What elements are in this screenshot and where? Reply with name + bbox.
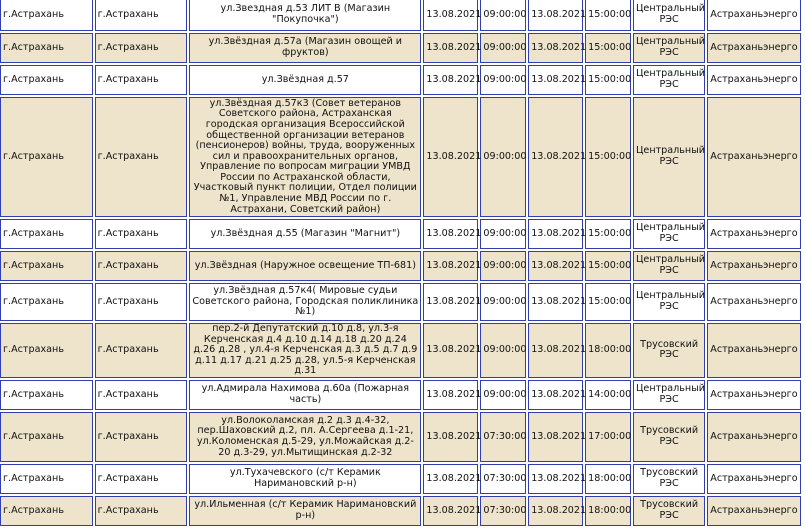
time-end-cell: 15:00:00 — [585, 97, 631, 217]
time-start-cell: 09:00:00 — [480, 283, 526, 321]
city-cell: г.Астрахань — [0, 412, 93, 462]
district-cell: г.Астрахань — [95, 33, 188, 63]
time-start-cell: 09:00:00 — [480, 0, 526, 31]
city-cell: г.Астрахань — [0, 0, 93, 31]
time-end-cell: 15:00:00 — [585, 65, 631, 95]
address-cell: ул.Звёздная (Наружное освещение ТП-681) — [189, 251, 421, 281]
address-cell: ул.Звёздная д.57к3 (Совет ветеранов Советского района, Астраханская городская организация Всероссийской общественной организации ветеранов (пенсионеров) войны, труда, вооруженных сил и правоохранительных органов, Управление по вопросам миграции УМВД России по Астраханской области, Участковый пункт полиции, Отдел полиции №1, Управление МВД России по г. Астрахани, Советский район) — [189, 97, 421, 217]
date-start-cell: 13.08.2021 — [423, 33, 478, 63]
city-cell: г.Астрахань — [0, 219, 93, 249]
res-cell: Трусовский РЭС — [633, 496, 705, 526]
time-end-cell: 14:00:00 — [585, 380, 631, 410]
time-start-cell: 09:00:00 — [480, 251, 526, 281]
table-row — [0, 33, 801, 63]
address-cell: пер.2-й Депутатский д.10 д.8, ул.3-я Керченская д.4 д.10 д.14 д.18 д.20 д.24 д.26 д.28 , ул.4-я Керченская д.3 д.5 д.7 д.9 д.11 д.17 д.21 д.25 д.28, ул.5-я Керченская д.31 — [189, 323, 421, 378]
time-start-cell: 07:30:00 — [480, 496, 526, 526]
date-start-cell: 13.08.2021 — [423, 380, 478, 410]
date-start-cell: 13.08.2021 — [423, 97, 478, 217]
date-end-cell: 13.08.2021 — [528, 0, 583, 31]
time-start-cell: 09:00:00 — [480, 219, 526, 249]
time-start-cell: 09:00:00 — [480, 65, 526, 95]
org-cell: Астраханьэнерго — [707, 380, 801, 410]
date-start-cell: 13.08.2021 — [423, 0, 478, 31]
district-cell: г.Астрахань — [95, 251, 188, 281]
res-cell: Центральный РЭС — [633, 33, 705, 63]
time-end-cell: 18:00:00 — [585, 496, 631, 526]
table-row — [0, 0, 801, 31]
res-cell: Трусовский РЭС — [633, 412, 705, 462]
table-row — [0, 97, 801, 217]
table-row — [0, 283, 801, 321]
date-start-cell: 13.08.2021 — [423, 283, 478, 321]
date-end-cell: 13.08.2021 — [528, 323, 583, 378]
org-cell: Астраханьэнерго — [707, 412, 801, 462]
city-cell: г.Астрахань — [0, 283, 93, 321]
city-cell: г.Астрахань — [0, 65, 93, 95]
org-cell: Астраханьэнерго — [707, 464, 801, 494]
date-start-cell: 13.08.2021 — [423, 219, 478, 249]
date-end-cell: 13.08.2021 — [528, 412, 583, 462]
address-cell: ул.Ильменная (с/т Керамик Наримановский р-н) — [189, 496, 421, 526]
district-cell: г.Астрахань — [95, 464, 188, 494]
date-end-cell: 13.08.2021 — [528, 33, 583, 63]
table-row — [0, 464, 801, 494]
date-end-cell: 13.08.2021 — [528, 380, 583, 410]
time-start-cell: 09:00:00 — [480, 97, 526, 217]
time-end-cell: 15:00:00 — [585, 283, 631, 321]
city-cell: г.Астрахань — [0, 380, 93, 410]
time-start-cell: 07:30:00 — [480, 412, 526, 462]
address-cell: ул.Волоколамская д.2 д.3 д.4-32, пер.Шаховский д.2, пл. А.Сергеева д.1-21, ул.Коломенская д.5-29, ул.Можайская д.2-20 д.3-29, ул.Мытищинская д.2-32 — [189, 412, 421, 462]
table-row — [0, 219, 801, 249]
time-end-cell: 18:00:00 — [585, 323, 631, 378]
date-start-cell: 13.08.2021 — [423, 464, 478, 494]
address-cell: ул.Звёздная д.57 — [189, 65, 421, 95]
res-cell: Центральный РЭС — [633, 251, 705, 281]
org-cell: Астраханьэнерго — [707, 323, 801, 378]
res-cell: Центральный РЭС — [633, 97, 705, 217]
date-end-cell: 13.08.2021 — [528, 464, 583, 494]
res-cell: Центральный РЭС — [633, 65, 705, 95]
district-cell: г.Астрахань — [95, 323, 188, 378]
org-cell: Астраханьэнерго — [707, 0, 801, 31]
res-cell: Центральный РЭС — [633, 219, 705, 249]
date-end-cell: 13.08.2021 — [528, 283, 583, 321]
org-cell: Астраханьэнерго — [707, 251, 801, 281]
table-row — [0, 251, 801, 281]
district-cell: г.Астрахань — [95, 97, 188, 217]
address-cell: ул.Адмирала Нахимова д.60а (Пожарная часть) — [189, 380, 421, 410]
org-cell: Астраханьэнерго — [707, 65, 801, 95]
district-cell: г.Астрахань — [95, 65, 188, 95]
org-cell: Астраханьэнерго — [707, 496, 801, 526]
city-cell: г.Астрахань — [0, 251, 93, 281]
time-end-cell: 15:00:00 — [585, 33, 631, 63]
time-end-cell: 15:00:00 — [585, 251, 631, 281]
city-cell: г.Астрахань — [0, 97, 93, 217]
date-start-cell: 13.08.2021 — [423, 496, 478, 526]
time-end-cell: 18:00:00 — [585, 464, 631, 494]
address-cell: ул.Звёздная д.57к4( Мировые судьи Советского района, Городская поликлиника №1) — [189, 283, 421, 321]
district-cell: г.Астрахань — [95, 0, 188, 31]
city-cell: г.Астрахань — [0, 323, 93, 378]
table-row — [0, 412, 801, 462]
district-cell: г.Астрахань — [95, 380, 188, 410]
time-end-cell: 17:00:00 — [585, 412, 631, 462]
city-cell: г.Астрахань — [0, 496, 93, 526]
address-cell: ул.Тухачевского (с/т Керамик Наримановский р-н) — [189, 464, 421, 494]
city-cell: г.Астрахань — [0, 33, 93, 63]
time-start-cell: 09:00:00 — [480, 33, 526, 63]
date-start-cell: 13.08.2021 — [423, 251, 478, 281]
res-cell: Центральный РЭС — [633, 283, 705, 321]
res-cell: Центральный РЭС — [633, 0, 705, 31]
city-cell: г.Астрахань — [0, 464, 93, 494]
res-cell: Трусовский РЭС — [633, 464, 705, 494]
time-start-cell: 09:00:00 — [480, 323, 526, 378]
district-cell: г.Астрахань — [95, 219, 188, 249]
table-row — [0, 323, 801, 378]
date-start-cell: 13.08.2021 — [423, 412, 478, 462]
org-cell: Астраханьэнерго — [707, 283, 801, 321]
address-cell: ул.Звездная д.53 ЛИТ В (Магазин "Покупочка") — [189, 0, 421, 31]
org-cell: Астраханьэнерго — [707, 219, 801, 249]
org-cell: Астраханьэнерго — [707, 97, 801, 217]
time-end-cell: 15:00:00 — [585, 0, 631, 31]
district-cell: г.Астрахань — [95, 283, 188, 321]
district-cell: г.Астрахань — [95, 496, 188, 526]
date-end-cell: 13.08.2021 — [528, 219, 583, 249]
table-row — [0, 496, 801, 526]
org-cell: Астраханьэнерго — [707, 33, 801, 63]
address-cell: ул.Звёздная д.55 (Магазин "Магнит") — [189, 219, 421, 249]
time-start-cell: 07:30:00 — [480, 464, 526, 494]
res-cell: Центральный РЭС — [633, 380, 705, 410]
date-end-cell: 13.08.2021 — [528, 251, 583, 281]
address-cell: ул.Звёздная д.57а (Магазин овощей и фруктов) — [189, 33, 421, 63]
date-end-cell: 13.08.2021 — [528, 97, 583, 217]
table-row — [0, 65, 801, 95]
time-start-cell: 09:00:00 — [480, 380, 526, 410]
district-cell: г.Астрахань — [95, 412, 188, 462]
table-row — [0, 380, 801, 410]
res-cell: Трусовский РЭС — [633, 323, 705, 378]
date-start-cell: 13.08.2021 — [423, 323, 478, 378]
date-end-cell: 13.08.2021 — [528, 65, 583, 95]
time-end-cell: 15:00:00 — [585, 219, 631, 249]
date-start-cell: 13.08.2021 — [423, 65, 478, 95]
date-end-cell: 13.08.2021 — [528, 496, 583, 526]
